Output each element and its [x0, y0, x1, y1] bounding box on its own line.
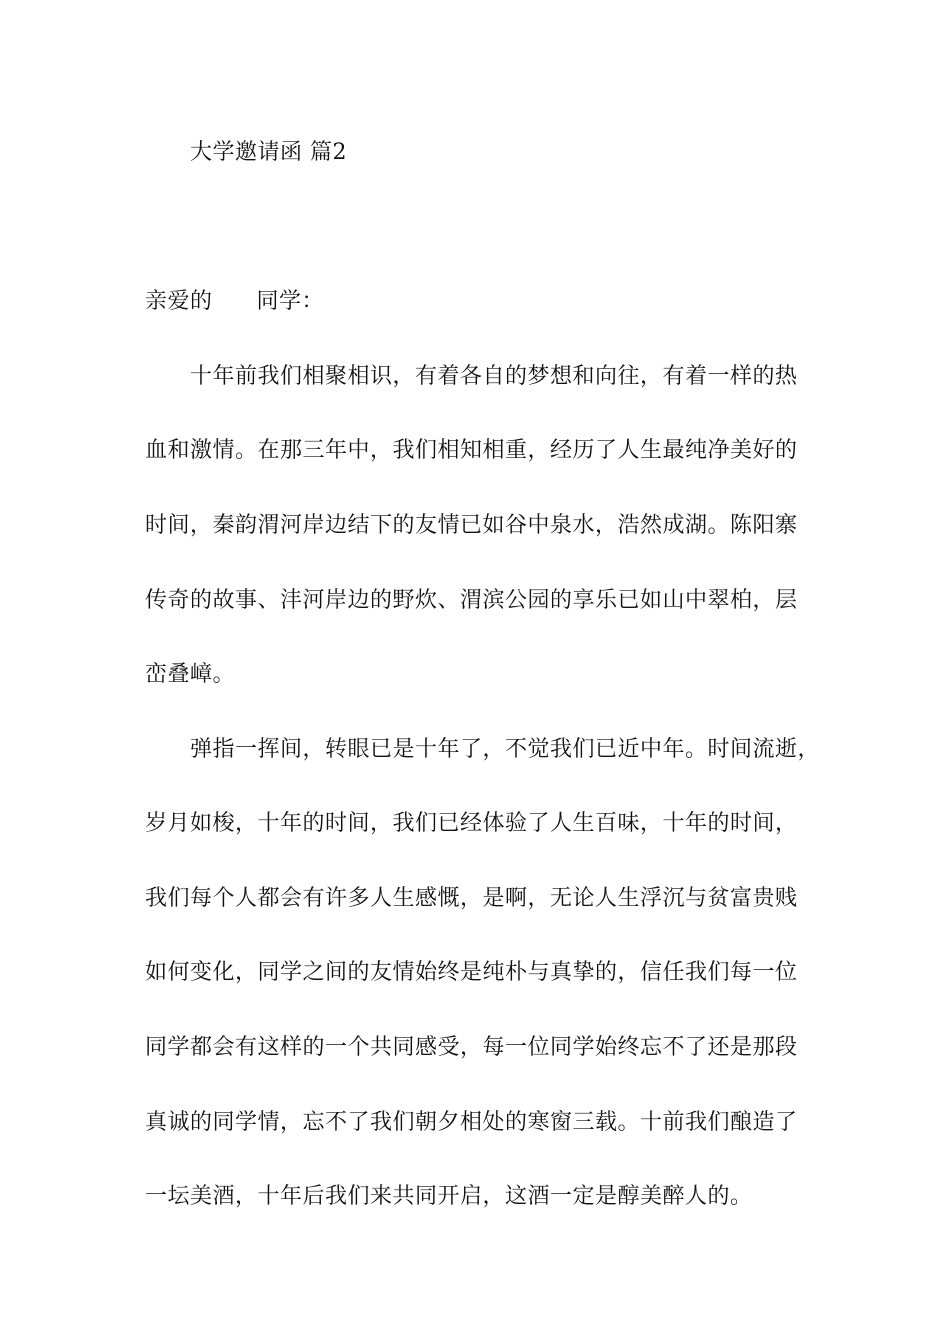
- paragraph-1-line-4: 传奇的故事、沣河岸边的野炊、渭滨公园的享乐已如山中翠柏，层: [145, 588, 798, 613]
- salutation-prefix: 亲爱的: [145, 289, 213, 314]
- paragraph-2-line-7: 一坛美酒，十年后我们来共同开启，这酒一定是醇美醉人的。: [145, 1184, 753, 1209]
- paragraph-1-line-5: 峦叠嶂。: [145, 662, 236, 687]
- salutation: [145, 287, 324, 317]
- paragraph-1-line-1: 十年前我们相聚相识，有着各自的梦想和向往，有着一样的热: [190, 364, 798, 389]
- paragraph-2-line-2: 岁月如梭，十年的时间，我们已经体验了人生百味，十年的时间，: [145, 811, 798, 836]
- paragraph-2-line-5: 同学都会有这样的一个共同感受，每一位同学始终忘不了还是那段: [145, 1035, 798, 1060]
- paragraph-1-line-3: 时间，秦韵渭河岸边结下的友情已如谷中泉水，浩然成湖。陈阳寨: [145, 513, 798, 538]
- paragraph-2-line-6: 真诚的同学情，忘不了我们朝夕相处的寒窗三载。十前我们酿造了: [145, 1110, 798, 1135]
- paragraph-2-line-4: 如何变化，同学之间的友情始终是纯朴与真挚的，信任我们每一位: [145, 960, 798, 985]
- paragraph-1-line-2: 血和激情。在那三年中，我们相知相重，经历了人生最纯净美好的: [145, 438, 798, 463]
- document-title: 大学邀请函 篇2: [190, 140, 347, 165]
- paragraph-2-line-3: 我们每个人都会有许多人生感慨，是啊，无论人生浮沉与贫富贵贱: [145, 886, 798, 911]
- salutation-suffix: 同学：: [256, 289, 325, 314]
- paragraph-2-line-1: 弹指一挥间，转眼已是十年了，不觉我们已近中年。时间流逝，: [190, 737, 821, 762]
